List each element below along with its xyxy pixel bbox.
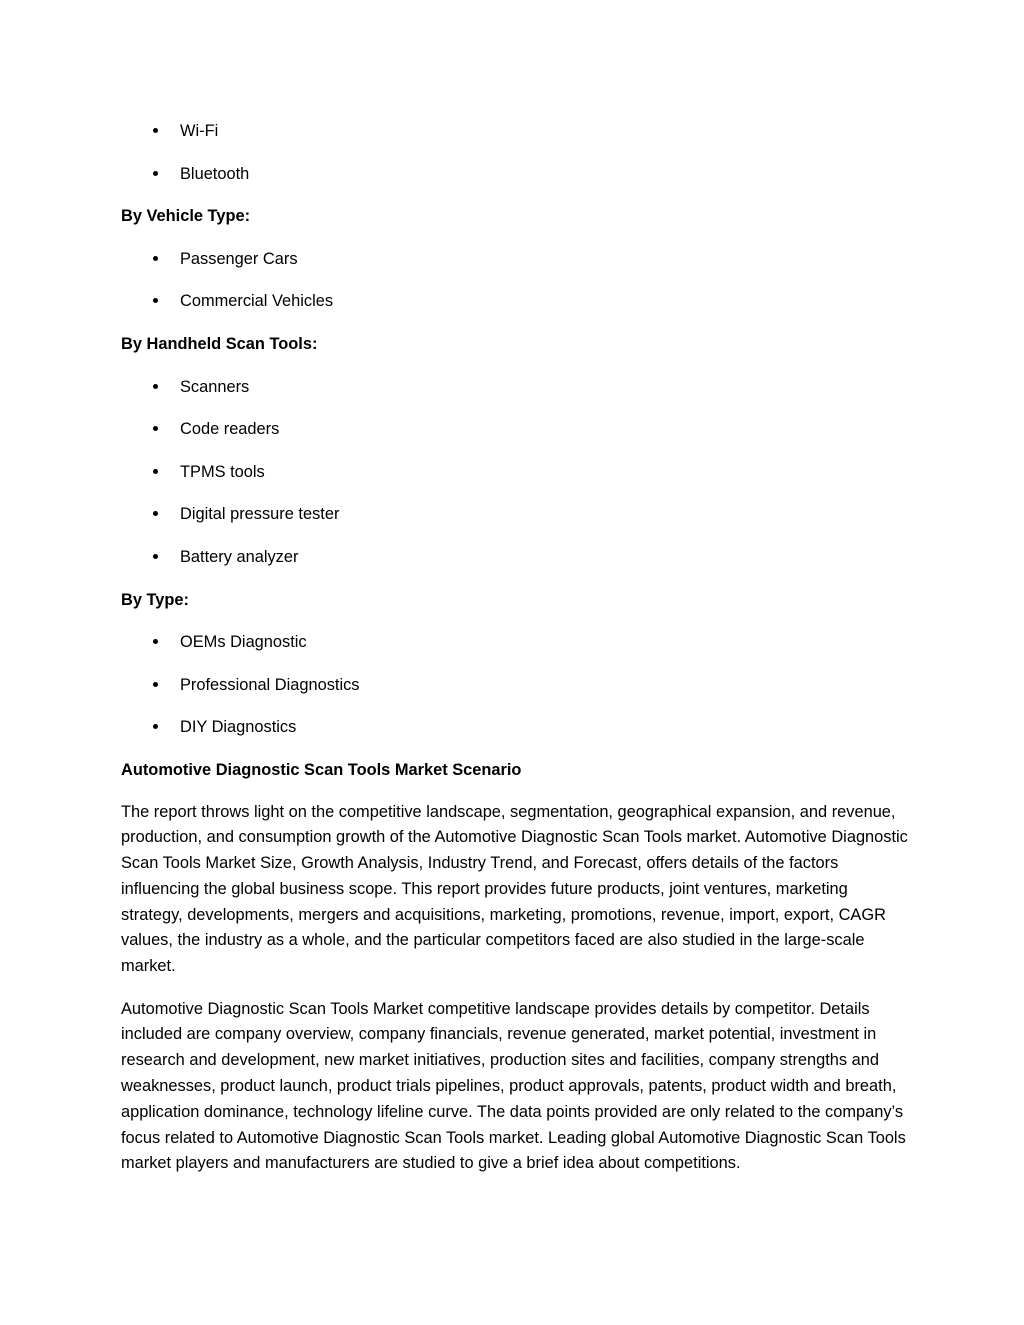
document-content [121, 118, 921, 1194]
bullet-icon [153, 511, 158, 516]
list-item-label: OEMs Diagnostic [180, 633, 307, 652]
list-item [121, 288, 921, 314]
connectivity-list [121, 118, 921, 187]
list-item-label: Bluetooth [180, 164, 250, 183]
list-item-label: Passenger Cars [180, 249, 298, 268]
list-item [121, 544, 921, 570]
handheld-scan-tools-heading: By Handheld Scan Tools: [121, 334, 318, 353]
bullet-icon [153, 682, 158, 687]
bullet-icon [153, 256, 158, 261]
list-item-label: Scanners [180, 377, 250, 396]
type-list [121, 629, 921, 740]
bullet-icon [153, 384, 158, 389]
list-item [121, 629, 921, 655]
competitive-landscape-paragraph: Automotive Diagnostic Scan Tools Market competitive landscape provides details by competitor. Details included are company overview, company financials, revenue generated, market potential, investment in research and development, new market initiatives, production sites and facilities, company strengths and weaknesses, product launch, product trials pipelines, product approvals, patents, product width and breath, application dominance, technology lifeline curve. The data points provided are only related to the company’s focus related to Automotive Diagnostic Scan Tools market. Leading global Automotive Diagnostic Scan Tools market players and manufacturers are studied to give a brief idea about competitions. [121, 999, 906, 1173]
list-item [121, 246, 921, 272]
list-item-label: Code readers [180, 420, 280, 439]
list-item-label: Battery analyzer [180, 547, 299, 566]
vehicle-type-heading: By Vehicle Type: [121, 207, 251, 226]
list-item [121, 416, 921, 442]
market-scenario-paragraph: The report throws light on the competitive landscape, segmentation, geographical expansion, and revenue, production, and consumption growth of the Automotive Diagnostic Scan Tools market. Automotive Diagnostic Scan Tools Market Size, Growth Analysis, Industry Trend, and Forecast, offers details of the factors influencing the global business scope. This report provides future products, joint ventures, marketing strategy, developments, mergers and acquisitions, marketing, promotions, revenue, import, export, CAGR values, the industry as a whole, and the particular competitors faced are also studied in the large-scale market. [121, 802, 908, 976]
list-item-label: Professional Diagnostics [180, 675, 360, 694]
list-item [121, 672, 921, 698]
bullet-icon [153, 469, 158, 474]
bullet-icon [153, 554, 158, 559]
list-item [121, 374, 921, 400]
list-item [121, 459, 921, 485]
bullet-icon [153, 426, 158, 431]
list-item [121, 118, 921, 144]
list-item-label: Commercial Vehicles [180, 292, 334, 311]
list-item [121, 501, 921, 527]
type-heading: By Type: [121, 590, 190, 609]
market-scenario-heading: Automotive Diagnostic Scan Tools Market Scenario [121, 760, 522, 779]
list-item-label: TPMS tools [180, 462, 265, 481]
list-item-label: Digital pressure tester [180, 505, 340, 524]
handheld-scan-tools-list [121, 374, 921, 570]
list-item-label: Wi-Fi [180, 122, 219, 140]
bullet-icon [153, 724, 158, 729]
list-item [121, 714, 921, 740]
list-item [121, 161, 921, 187]
bullet-icon [153, 639, 158, 644]
list-item-label: DIY Diagnostics [180, 718, 297, 737]
vehicle-type-list [121, 246, 921, 315]
bullet-icon [153, 298, 158, 303]
bullet-icon [153, 128, 158, 133]
bullet-icon [153, 171, 158, 176]
